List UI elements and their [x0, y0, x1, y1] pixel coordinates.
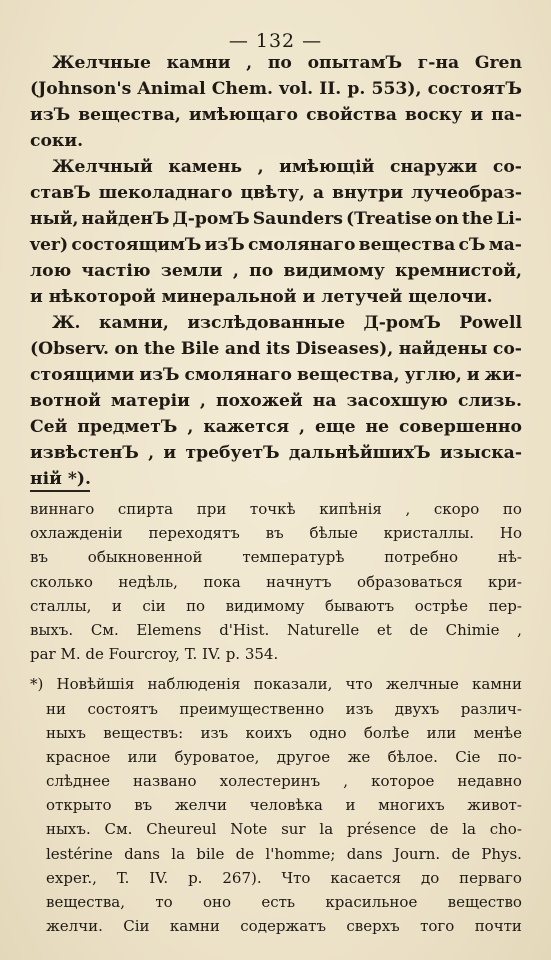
main-text: [30, 50, 522, 492]
text-line: соки.: [30, 131, 84, 151]
footnote-line: сталлы, и сіи по видимому бываютъ острѣе пер-: [30, 596, 522, 615]
footnote-line: сколько недѣль, пока начнутъ образоваться кри-: [30, 572, 522, 591]
text-line: ver) состоящимЪ изЪ смолянаго вещества сЪ ма-: [30, 235, 522, 255]
footnote-line: красное или буроватое, другое же бѣлое. Сіе по-: [46, 747, 522, 766]
footnote-line: открыто въ желчи человѣка и многихъ живот-: [46, 796, 522, 815]
footnote-line: ни состоятъ преимущественно изъ двухъ различ-: [46, 699, 522, 718]
footnote-line: выхъ. См. Elemens d'Hist. Naturelle et de Chimie ,: [30, 620, 522, 639]
footnotes: [30, 497, 522, 938]
footnote-line: ныхъ. См. Cheureul Note sur la présence de la cho-: [46, 820, 522, 839]
footnote-line: слѣднее названо холестеринъ , которое недавно: [46, 772, 522, 791]
text-line: Сей предметЪ , кажется , еще не совершенно: [30, 417, 522, 437]
text-line: лою частію земли , по видимому кремнистой,: [30, 261, 522, 281]
footnote-line: желчи. Сіи камни содержатъ сверхъ того почти: [46, 917, 522, 936]
text-line: извѣстенЪ , и требуетЪ дальнѣйшихЪ изыска-: [30, 443, 522, 463]
text-line: стоящими изЪ смолянаго вещества, углю, и жи-: [30, 365, 522, 385]
text-line: изЪ вещества, имѣющаго свойства воску и па-: [30, 105, 522, 125]
text-line: (Johnson's Animal Chem. vol. II. p. 553), состоятЪ: [30, 79, 522, 99]
footnote-line: охлажденіи переходятъ въ бѣлые кристаллы. Но: [30, 524, 522, 543]
footnote-line: par M. de Fourcroy, T. IV. p. 354.: [30, 645, 279, 664]
text-line: (Observ. on the Bile and its Diseases), найдены со-: [30, 339, 522, 359]
text-line: ный, найденЪ Д-ромЪ Saunders (Treatise on the Li-: [30, 209, 522, 229]
page-number: — 132 —: [228, 30, 323, 52]
footnote-line: ныхъ веществъ: изъ коихъ одно болѣе или менѣе: [46, 723, 522, 742]
text-line: ній *).: [30, 469, 91, 489]
footnote-line: exper., T. IV. p. 267). Что касается до перваго: [46, 868, 522, 887]
footnote-line: lestérine dans la bile de l'homme; dans Journ. de Phys.: [46, 844, 522, 863]
text-line: вотной матеріи , похожей на засохшую слизь.: [30, 391, 522, 411]
text-line: Желчный камень , имѣющій снаружи со-: [52, 157, 522, 177]
footnote-line: въ обыкновенной температурѣ потребно нѣ-: [30, 548, 522, 567]
footnote-line: вещества, то оно есть красильное вещество: [46, 893, 522, 911]
footnote-line: виннаго спирта при точкѣ кипѣнія , скоро по: [30, 500, 522, 518]
text-line: Желчные камни , по опытамЪ г-на Gren: [52, 53, 522, 73]
text-line: Ж. камни, изслѣдованные Д-ромЪ Powell: [52, 313, 522, 333]
footnote-divider: [30, 490, 90, 492]
footnote-line: *) Новѣйшія наблюденія показали, что желчные камни: [30, 675, 522, 694]
text-line: и нѣкоторой минеральной и летучей щелочи.: [30, 287, 493, 307]
text-line: ставЪ шеколаднаго цвѣту, а внутри лучеобраз-: [30, 183, 522, 203]
